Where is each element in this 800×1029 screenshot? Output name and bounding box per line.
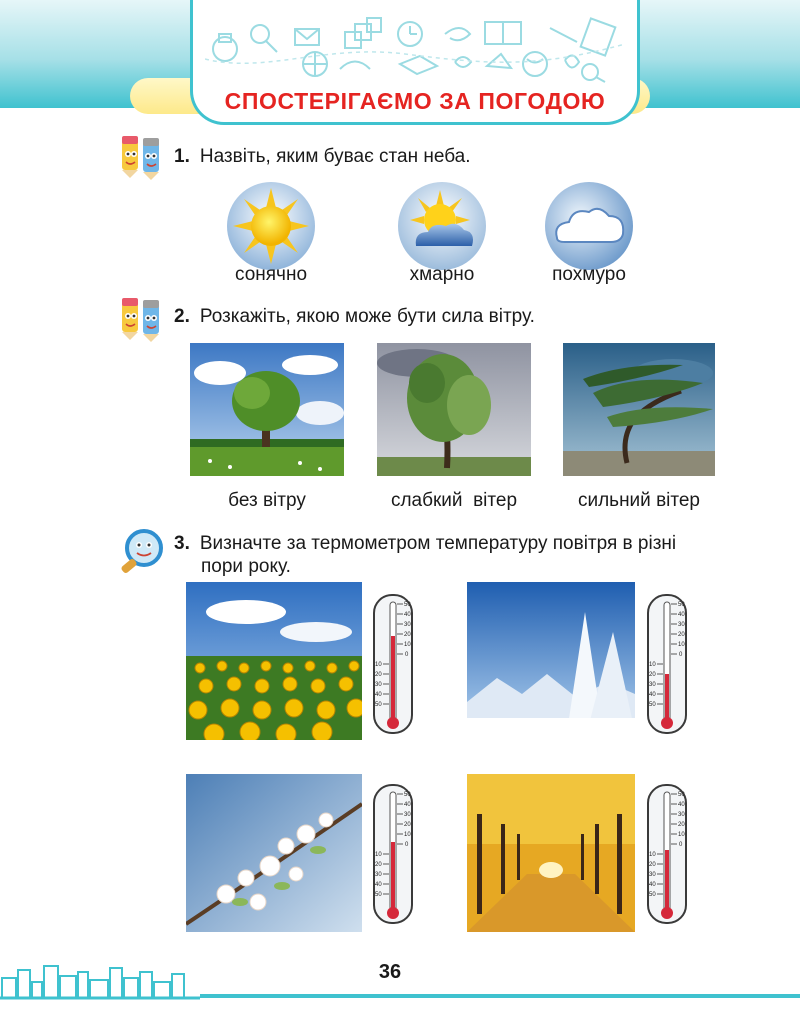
- thermometer-icon: [647, 784, 687, 924]
- svg-text:10: 10: [678, 832, 685, 838]
- svg-text:0: 0: [679, 842, 683, 848]
- page-title: СПОСТЕРІГАЄМО ЗА ПОГОДОЮ: [224, 88, 606, 114]
- task-text-line-1: Визначте за термометром температуру повітря в різні: [199, 533, 677, 554]
- photo-summer: [186, 582, 362, 740]
- svg-text:40: 40: [678, 612, 685, 618]
- svg-text:10: 10: [404, 642, 411, 648]
- svg-text:0: 0: [679, 652, 683, 658]
- task-1-prompt: [174, 145, 471, 168]
- svg-text:30: 30: [375, 872, 382, 878]
- task-2-prompt: [174, 305, 535, 328]
- svg-text:10: 10: [375, 852, 382, 858]
- wind-label-strong: сильний вітер: [577, 490, 701, 511]
- svg-text:30: 30: [404, 622, 411, 628]
- wind-label-none: без вітру: [228, 490, 306, 511]
- thermometer-icon: [373, 784, 413, 924]
- photo-autumn: [467, 774, 635, 932]
- svg-text:40: 40: [375, 882, 382, 888]
- task-text: Назвіть, яким буває стан неба.: [199, 146, 471, 167]
- page-number: 36: [378, 961, 402, 983]
- svg-text:50: 50: [678, 792, 685, 798]
- svg-text:50: 50: [678, 602, 685, 608]
- svg-text:50: 50: [649, 702, 656, 708]
- svg-text:40: 40: [404, 612, 411, 618]
- svg-text:40: 40: [404, 802, 411, 808]
- city-skyline-icon: [0, 960, 200, 1000]
- task-number: 1.: [174, 145, 190, 167]
- svg-text:30: 30: [375, 682, 382, 688]
- task-3-prompt: [174, 532, 734, 578]
- svg-text:50: 50: [375, 702, 382, 708]
- svg-text:30: 30: [678, 622, 685, 628]
- sun-icon: [225, 180, 317, 272]
- sky-label-cloudy: хмарно: [409, 264, 475, 285]
- sky-label-overcast: похмуро: [552, 264, 626, 285]
- svg-text:30: 30: [404, 812, 411, 818]
- svg-text:40: 40: [649, 692, 656, 698]
- task-number: 2.: [174, 305, 190, 327]
- photo-winter: [467, 582, 635, 740]
- photo-spring: [186, 774, 362, 932]
- svg-text:30: 30: [649, 872, 656, 878]
- thermometer-icon: [373, 594, 413, 734]
- svg-text:20: 20: [649, 862, 656, 868]
- svg-text:30: 30: [678, 812, 685, 818]
- svg-text:40: 40: [375, 692, 382, 698]
- svg-text:20: 20: [678, 822, 685, 828]
- svg-text:50: 50: [375, 892, 382, 898]
- svg-text:20: 20: [375, 862, 382, 868]
- magnifier-mascot-icon: [118, 528, 166, 576]
- svg-text:50: 50: [404, 792, 411, 798]
- svg-text:50: 50: [649, 892, 656, 898]
- svg-text:20: 20: [678, 632, 685, 638]
- pencils-mascot-icon: [118, 294, 166, 342]
- svg-text:30: 30: [649, 682, 656, 688]
- svg-text:10: 10: [404, 832, 411, 838]
- photo-light-wind: [377, 343, 531, 476]
- pencils-mascot-icon: [118, 132, 166, 180]
- svg-text:20: 20: [649, 672, 656, 678]
- sun-cloud-icon: [396, 180, 488, 272]
- svg-text:20: 20: [404, 632, 411, 638]
- svg-text:10: 10: [649, 852, 656, 858]
- task-text-line-2: пори року.: [201, 556, 291, 577]
- task-text: Розкажіть, якою може бути сила вітру.: [199, 306, 535, 327]
- svg-text:10: 10: [678, 642, 685, 648]
- sky-label-sunny: сонячно: [234, 264, 308, 285]
- photo-strong-wind: [563, 343, 715, 476]
- task-number: 3.: [174, 533, 190, 554]
- photo-no-wind: [190, 343, 344, 476]
- school-doodles-icon: [205, 14, 625, 84]
- svg-text:0: 0: [405, 652, 409, 658]
- svg-text:20: 20: [375, 672, 382, 678]
- svg-text:10: 10: [649, 662, 656, 668]
- svg-text:40: 40: [649, 882, 656, 888]
- svg-text:20: 20: [404, 822, 411, 828]
- cloud-icon: [543, 180, 635, 272]
- wind-label-light: слабкий вітер: [390, 490, 518, 511]
- svg-text:10: 10: [375, 662, 382, 668]
- svg-text:40: 40: [678, 802, 685, 808]
- svg-text:50: 50: [404, 602, 411, 608]
- svg-text:0: 0: [405, 842, 409, 848]
- thermometer-icon: [647, 594, 687, 734]
- footer-line: [200, 994, 800, 998]
